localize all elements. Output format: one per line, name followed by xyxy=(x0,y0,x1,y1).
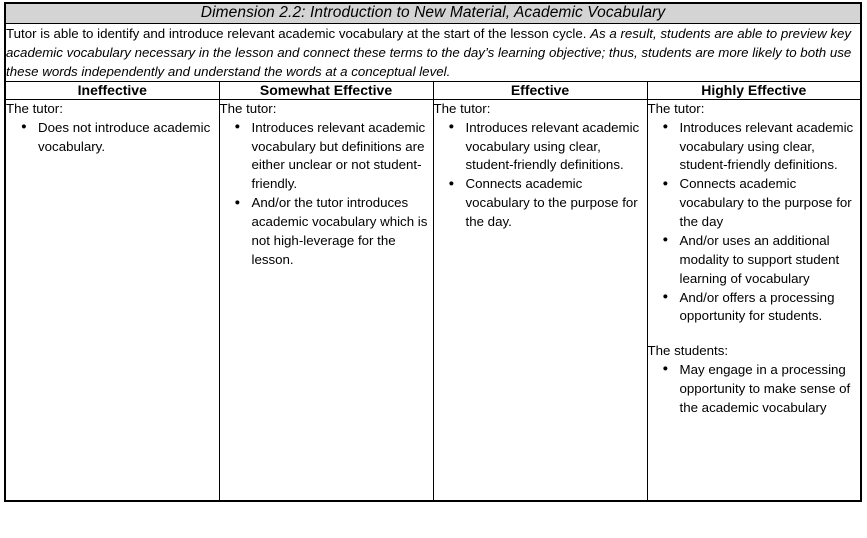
criteria-bullet-item: ● May engage in a processing opportunity to make sense of the academic vocabulary xyxy=(680,361,861,418)
criteria-bullet-item: ● Does not introduce academic vocabulary. xyxy=(38,119,219,157)
criteria-bullet-item: ● Introduces relevant academic vocabulary using clear, student-friendly definitions. xyxy=(680,119,861,176)
description-italic: As a result, students are able to preview key academic vocabulary necessary in the lesson and connect these terms to the day’s learning objective; thus, students are more likely to both use these words independently and understand the words at a conceptual level. xyxy=(6,25,852,79)
rubric-table xyxy=(4,2,862,502)
criteria-lead-in: The students: xyxy=(647,343,729,359)
criteria-bullet-item: ● And/or offers a processing opportunity for students. xyxy=(680,289,861,327)
criteria-lead-in: The tutor: xyxy=(6,101,63,117)
criteria-bullet-item: ● Introduces relevant academic vocabulary but definitions are either unclear or not student-friendly. xyxy=(252,119,433,195)
page-title: Dimension 2.2: Introduction to New Material, Academic Vocabulary xyxy=(200,4,666,21)
rubric-container xyxy=(4,2,862,502)
criteria-cell-highly-effective xyxy=(647,100,861,502)
criteria-cell-somewhat-effective xyxy=(219,100,433,502)
criteria-lead-in: The tutor: xyxy=(433,101,491,117)
criteria-cell-ineffective xyxy=(5,100,219,502)
column-header-highly-effective: Highly Effective xyxy=(647,81,861,100)
rubric-description xyxy=(6,24,860,81)
criteria-row xyxy=(5,100,861,502)
criteria-groups xyxy=(434,100,647,232)
rubric-title-cell xyxy=(5,3,861,23)
criteria-bullet-item: ● Connects academic vocabulary to the purpose for the day xyxy=(680,175,861,232)
criteria-lead-in: The tutor: xyxy=(219,101,277,117)
description-plain: Tutor is able to identify and introduce relevant academic vocabulary at the start of the lesson cycle. xyxy=(6,25,587,41)
criteria-bullet-item: ● Introduces relevant academic vocabulary using clear, student-friendly definitions. xyxy=(466,119,647,176)
criteria-groups xyxy=(6,100,219,156)
rubric-description-cell xyxy=(5,23,861,81)
column-header-somewhat-effective: Somewhat Effective xyxy=(219,81,433,100)
criteria-groups xyxy=(220,100,433,270)
criteria-bullet-item: ● And/or uses an additional modality to support student learning of vocabulary xyxy=(680,232,861,289)
criteria-bullet-list xyxy=(220,119,433,270)
criteria-lead-in: The tutor: xyxy=(647,101,705,117)
column-header-ineffective: Ineffective xyxy=(5,81,219,100)
title-row xyxy=(5,3,861,23)
criteria-bullet-item: ● Connects academic vocabulary to the purpose for the day. xyxy=(466,175,647,232)
criteria-bullet-list xyxy=(6,119,219,157)
criteria-bullet-list xyxy=(648,119,861,327)
description-row xyxy=(5,23,861,81)
criteria-bullet-item: ● And/or the tutor introduces academic vocabulary which is not high-leverage for the lesson. xyxy=(252,194,433,270)
column-header-row xyxy=(5,81,861,100)
group-spacer xyxy=(648,326,861,342)
criteria-groups xyxy=(648,100,861,417)
criteria-cell-effective xyxy=(433,100,647,502)
column-header-effective: Effective xyxy=(433,81,647,100)
criteria-bullet-list xyxy=(648,361,861,418)
criteria-bullet-list xyxy=(434,119,647,232)
